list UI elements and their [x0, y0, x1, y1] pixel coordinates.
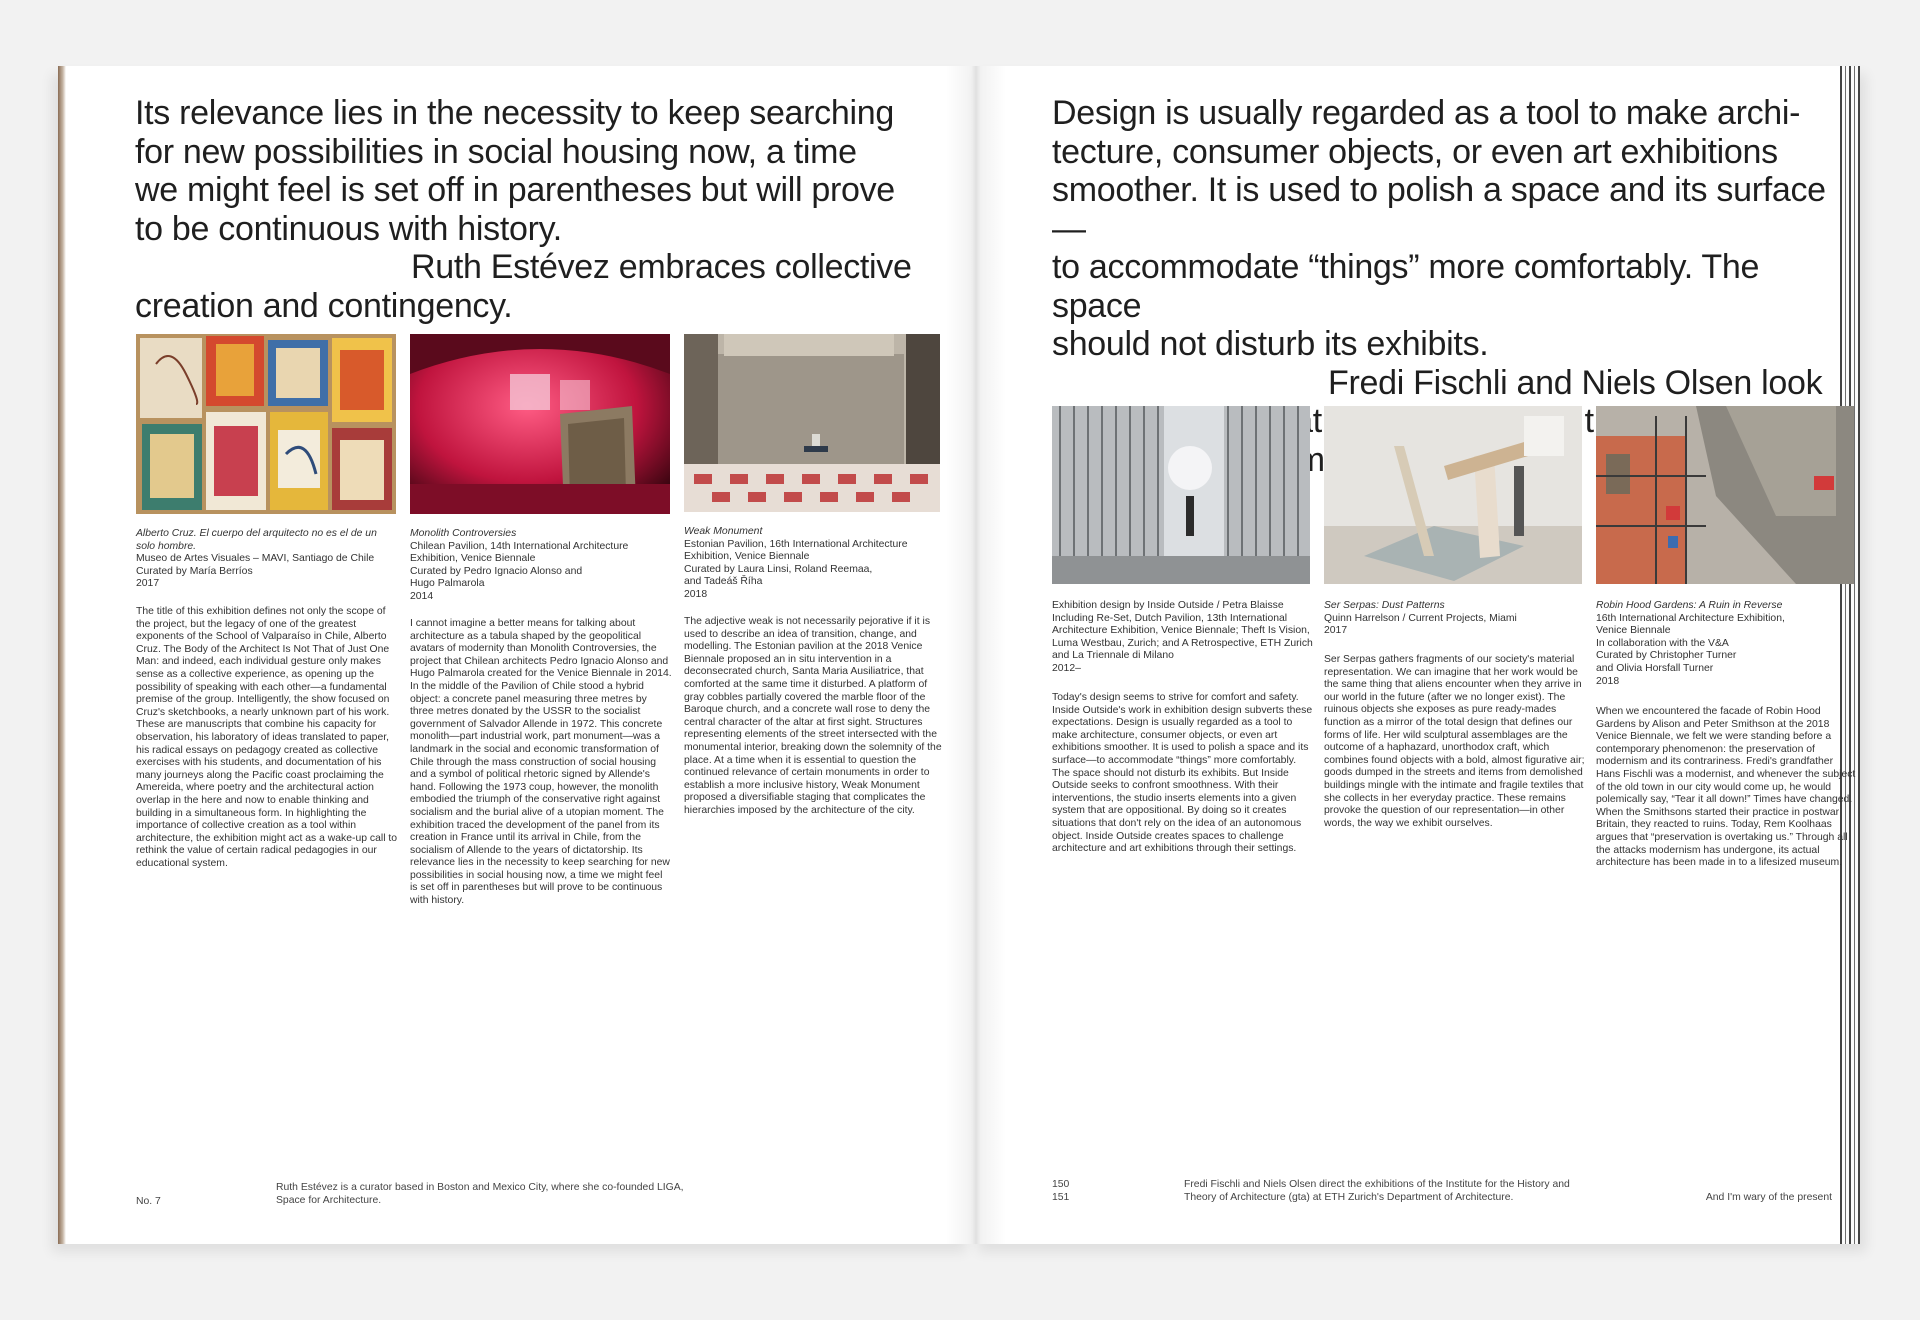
page-number-left: No. 7: [136, 1196, 161, 1207]
photo-inside-outside-art: [1052, 406, 1310, 584]
photo-weak-monument-art: [684, 334, 940, 512]
article-body-col-1: The title of this exhibition defines not only the scope of the project, but the legacy of one of the greatest exponents of the School of Valparaíso in Chile, Alberto Cruz. The Body of the Architect Is Not That of Just One Man: and indeed, each individual gesture only makes sense as a collective experience, as opening up the possibility of speaking with each other—a fundamental premise of the group. Intelligently, the show focused on Cruz's sketchbooks, a nearly unknown part of his work. These are manuscripts that combine his capacity for observation, his laboratory of ideas translated to paper, his radical essays on pedagogy created as collective exercises with his students, and documentation of his many journeys along the Pacific coast proclaiming the Amereida, where poetry and the architectural action overlap in the here and now to enable thinking and building in a simultaneous form. In highlighting the importance of collective creation as a tool within architecture, the exhibition might act as a wake-up call to rethink the value of certain radical pedagogies in our educational system.: [136, 606, 398, 869]
article-body-col-6: When we encountered the facade of Robin Hood Gardens by Alison and Peter Smithson at the 2018 Venice Biennale, we felt we were standing before a contemporary phenomenon: the preservation of modernism and its contrariness. Fredi's grandfather Hans Fischli was a modernist, and whenever the subject of the old town in our city would come up, he would polemically say, “Tear it all down!” Times have changed. When the Smithsons started their practice in postwar Britain, they reacted to ruins. Today, Rem Koolhaas argues that “preservation is overtaking us.” Through all the attacks modernism has undergone, its actual architecture has been made in to a lifesized museum.: [1596, 706, 1856, 869]
pull-quote-line: Its relevance lies in the necessity to keep searching: [135, 94, 894, 132]
caption-line: 2014: [410, 590, 434, 602]
photo-dust-patterns-art: [1324, 406, 1582, 584]
caption-line: 16th International Architecture Exhibition,: [1596, 612, 1785, 624]
caption-line: 2012–: [1052, 662, 1081, 674]
caption-line: Exhibition, Venice Biennale: [684, 551, 810, 563]
photo-inside-outside: [1052, 406, 1310, 584]
photo-monolith-art: [410, 334, 670, 514]
caption-line: 2017: [1324, 625, 1348, 637]
caption-col-5: [1324, 600, 1586, 638]
caption-line: and Olivia Horsfall Turner: [1596, 662, 1714, 674]
caption-line: Venice Biennale: [1596, 625, 1671, 637]
article-body-col-2: I cannot imagine a better means for talking about architecture as a tabula shaped by the geopolitical avatars of modernity than Monolith Controversies, the project that Chilean architects Pedro Ignacio Alonso and Hugo Palmarola created for the Venice Biennale in 2014. In the middle of the Pavilion of Chile stood a hybrid object: a concrete panel measuring three metres by three metres donated by the USSR to the socialist government of Salvador Allende in 1972. This concrete monolith—part industrial work, part monument—was a landmark in the social and economic transformation of Chile through the mass construction of social housing and a symbol of political rhetoric signed by Allende's hand. Following the 1973 coup, however, the monolith embodied the triumph of the conservative right against socialism and the burial alive of a utopian moment. The exhibition traced the development of the panel from its creation in France until its arrival in Chile, from the socialism of Allende to the years of dictatorship. Its relevance lies in the necessity to keep searching for new possibilities in social housing now, a time we might feel is set off in parentheses but will prove to be continuous with history.: [410, 618, 672, 907]
pull-quote-line: for new possibilities in social housing now, a time: [135, 132, 857, 171]
caption-title: Monolith Controversies: [410, 528, 517, 539]
caption-line: 2017: [136, 578, 160, 590]
caption-line: Curated by Pedro Ignacio Alonso and: [410, 565, 583, 577]
caption-title: Robin Hood Gardens: A Ruin in Reverse: [1596, 600, 1783, 611]
photo-dust-patterns: [1324, 406, 1582, 584]
page-number-150: 150: [1052, 1179, 1070, 1190]
caption-line: Estonian Pavilion, 16th International Architecture: [684, 538, 908, 550]
pull-quote-line: creation and contingency.: [135, 286, 513, 325]
caption-col-4: [1052, 600, 1314, 676]
caption-line: Chilean Pavilion, 14th International Architecture: [410, 540, 629, 552]
caption-col-3: [684, 526, 946, 602]
author-bio-left: Ruth Estévez is a curator based in Boston and Mexico City, where she co-founded LIGA, Space for Architecture.: [276, 1182, 684, 1206]
caption-line: Exhibition, Venice Biennale: [410, 553, 536, 565]
caption-line: and Tadeáš Říha: [684, 576, 763, 588]
caption-col-2: [410, 528, 672, 604]
pull-quote-line: to accommodate “things” more comfortably. The space: [1052, 248, 1760, 325]
photo-sketchbooks: [136, 334, 396, 514]
photo-sketchbooks-art: [136, 334, 396, 514]
running-footer: And I'm wary of the present: [1705, 1192, 1832, 1203]
magazine-spread: [58, 66, 1860, 1244]
caption-line: Curated by María Berríos: [136, 565, 253, 577]
caption-line: Curated by Laura Linsi, Roland Reemaa,: [684, 563, 873, 575]
pull-quote-left: [135, 94, 935, 325]
page-edge: [58, 66, 66, 1244]
caption-line: 2018: [684, 588, 708, 600]
pull-quote-line: Ruth Estévez embraces collective: [411, 248, 912, 286]
caption-line: In collaboration with the V&A: [1596, 637, 1729, 649]
caption-line: Quinn Harrelson / Current Projects, Miami: [1324, 612, 1517, 624]
pull-quote-line: we might feel is set off in parentheses but will prove: [135, 171, 895, 209]
article-body-col-3: The adjective weak is not necessarily pejorative if it is used to describe an idea of transition, change, and modelling. The Estonian pavilion at the 2018 Venice Biennale proposed an in situ intervention in a deconsecrated church, Santa Maria Ausiliatrice, that comforted at the same time it disturbed. A platform of gray cobbles partially covered the marble floor of the Baroque church, and a concrete wall rose to deny the central character of the altar at first sight. Structures representing elements of the street intersected with the monumental interior, breaking down the solemnity of the place. At a time when it is essential to question the continued relevance of certain monuments in order to establish a more inclusive history, Weak Monument proposed a diversifiable staging that complicates the hierarchies imposed by the architecture of the city.: [684, 616, 942, 816]
pull-quote-line: tecture, consumer objects, or even art exhibitions: [1052, 132, 1778, 171]
caption-col-1: [136, 528, 398, 591]
caption-line: 2018: [1596, 675, 1620, 687]
pull-quote-line: Design is usually regarded as a tool to make archi-: [1052, 94, 1801, 132]
photo-robin-hood: [1596, 406, 1854, 584]
right-page: [972, 66, 1860, 1244]
photo-weak-monument: [684, 334, 940, 512]
article-body-col-5: Ser Serpas gathers fragments of our society's material representation. We can imagine that her work would be the same thing that aliens encounter when they arrive in our world in the future (after we no longer exist). The ruinous objects she exposes as pure ready-mades function as a mirror of the total design that defines our forms of life. Her wild sculptural assemblages are the outcome of a haphazard, unorthodox craft, which combines found objects with a bold, almost figurative air; goods dumped in the streets and items from demolished buildings mingle with the intimate and fragile textiles that she collects in her everyday practice. These remains provoke the question of our representation—in other words, the way we exhibit ourselves.: [1324, 654, 1585, 829]
caption-title: Alberto Cruz. El cuerpo del arquitecto no es el de un solo hombre.: [136, 528, 377, 552]
caption-title: Weak Monument: [684, 526, 763, 537]
article-body-col-4: Today's design seems to strive for comfort and safety. Inside Outside's work in exhibition design subverts these expectations. Design is usually regarded as a tool to make architecture, consumer objects, or even art exhibitions smoother. It is used to polish a space and its surface—to accommodate “things” more comfortably. The space should not disturb its exhibits. But Inside Outside seeks to confront smoothness. With their interventions, the studio inserts elements into a given system that are oppositional. By doing so it creates situations that don't rely on the idea of an autonomous object. Inside Outside creates spaces to challenge architecture and art exhibitions through their settings.: [1052, 692, 1313, 855]
pull-quote-line: to be continuous with history.: [135, 209, 562, 248]
author-bio-right: Fredi Fischli and Niels Olsen direct the exhibitions of the Institute for the History and Theory of Architecture (gta) at ETH Zurich's Department of Architecture.: [1184, 1179, 1570, 1203]
pull-quote-line: Fredi Fischli and Niels Olsen look: [1328, 363, 1823, 402]
left-page: [58, 66, 972, 1244]
caption-line: Curated by Christopher Turner: [1596, 650, 1737, 662]
caption-col-6: [1596, 600, 1858, 688]
page-number-151: 151: [1052, 1192, 1070, 1203]
caption-line: Hugo Palmarola: [410, 578, 485, 590]
photo-robin-hood-art: [1596, 406, 1854, 584]
caption-title: Ser Serpas: Dust Patterns: [1324, 600, 1445, 611]
caption-line: Exhibition design by Inside Outside / Petra Blaisse Including Re-Set, Dutch Pavilion, 13th International Architecture Exhibition, Venice Biennale; Theft Is Vision, Luma Westbau, Zurich; and A Retrospective, ETH Zurich and La Triennale di Milano: [1052, 600, 1313, 662]
pull-quote-line: smoother. It is used to polish a space and its surface—: [1052, 171, 1826, 248]
pull-quote-line: should not disturb its exhibits.: [1052, 325, 1489, 363]
caption-line: Museo de Artes Visuales – MAVI, Santiago de Chile: [136, 553, 375, 565]
photo-monolith: [410, 334, 670, 514]
